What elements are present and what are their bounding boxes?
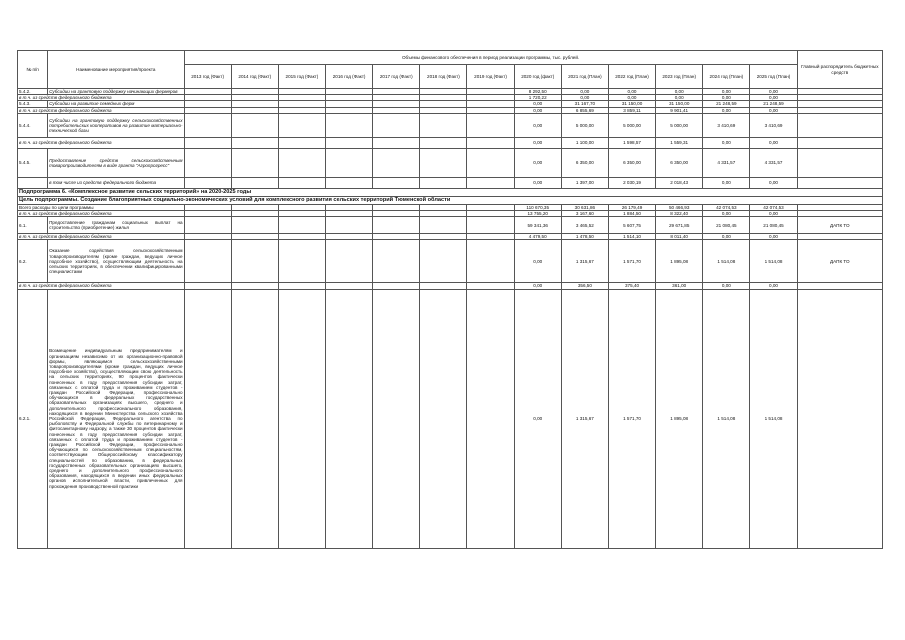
- value-cell: 356,50: [561, 283, 608, 289]
- year-header: 2025 год (План): [750, 65, 797, 89]
- value-cell: [420, 217, 467, 234]
- value-cell: [278, 113, 325, 137]
- row-number: 5.4.3.: [18, 101, 48, 107]
- value-cell: 8 011,40: [656, 234, 703, 240]
- value-cell: 0,00: [514, 113, 561, 137]
- activity-name: в т.ч. из средств федерального бюджета: [18, 137, 185, 148]
- value-cell: 2 030,19: [608, 177, 655, 188]
- manager-cell: ДАПК ТО: [797, 217, 882, 234]
- value-cell: 0,00: [656, 89, 703, 95]
- year-header: 2020 год (факт): [514, 65, 561, 89]
- value-cell: 1 559,31: [656, 137, 703, 148]
- value-cell: 0,00: [703, 95, 750, 101]
- value-cell: 30 631,86: [561, 204, 608, 210]
- value-cell: [278, 177, 325, 188]
- manager-cell: [797, 289, 882, 548]
- year-header: 2014 год (Факт): [231, 65, 278, 89]
- activity-name: в т.ч. из средств федерального бюджета: [18, 95, 185, 101]
- value-cell: [373, 177, 420, 188]
- header-manager: Главный распорядитель бюджетных средств: [797, 51, 882, 89]
- value-cell: 6 350,00: [656, 148, 703, 177]
- value-cell: 0,00: [514, 101, 561, 107]
- value-cell: 1 315,67: [561, 240, 608, 283]
- value-cell: 0,00: [561, 89, 608, 95]
- manager-cell: [797, 177, 882, 188]
- value-cell: [184, 113, 231, 137]
- header-num: № п/п: [18, 51, 48, 89]
- activity-name: в т.ч. из средств федерального бюджета: [18, 107, 185, 113]
- value-cell: 5 000,00: [608, 113, 655, 137]
- activity-name: Предоставление средств сельскохозяйственным товаропроизводителям в виде гранта "Агропрогресс": [48, 148, 184, 177]
- value-cell: 31 150,00: [608, 101, 655, 107]
- value-cell: [467, 137, 514, 148]
- activity-name: Оказание содействия сельскохозяйственным товаропроизводителям (кроме граждан, ведущих личное подсобное хозяйство), осуществляющим деятельность на сельских территориях, в обеспечении квалифицированными специалистами: [48, 240, 184, 283]
- activity-name: в т.ч. из средств федерального бюджета: [18, 211, 185, 217]
- value-cell: 4 331,57: [703, 148, 750, 177]
- value-cell: 375,40: [608, 283, 655, 289]
- value-cell: 0,00: [750, 211, 797, 217]
- table-row: [18, 177, 883, 188]
- row-number: 5.4.4.: [18, 113, 48, 137]
- row-number: 6.1.: [18, 217, 48, 234]
- value-cell: 0,00: [703, 137, 750, 148]
- program-table-page: [17, 50, 883, 549]
- value-cell: 1 720,22: [514, 95, 561, 101]
- row-number: 5.4.5.: [18, 148, 48, 177]
- value-cell: [420, 177, 467, 188]
- value-cell: 29 671,85: [656, 217, 703, 234]
- activity-name: Субсидии на грантовую поддержку сельскохозяйственных потребительских кооперативов на развитие материально-технической базы: [48, 113, 184, 137]
- value-cell: 0,00: [514, 289, 561, 548]
- value-cell: [420, 137, 467, 148]
- value-cell: 0,00: [561, 95, 608, 101]
- value-cell: [326, 240, 373, 283]
- value-cell: 26 179,49: [608, 204, 655, 210]
- value-cell: 1 514,08: [703, 240, 750, 283]
- value-cell: 1 571,70: [608, 240, 655, 283]
- value-cell: 21 080,45: [750, 217, 797, 234]
- value-cell: [278, 217, 325, 234]
- value-cell: 1 514,10: [608, 234, 655, 240]
- value-cell: [231, 240, 278, 283]
- row-number: 5.4.2.: [18, 89, 48, 95]
- value-cell: 1 571,70: [608, 289, 655, 548]
- value-cell: [231, 148, 278, 177]
- value-cell: 1 478,50: [561, 234, 608, 240]
- value-cell: 361,00: [656, 283, 703, 289]
- value-cell: [373, 240, 420, 283]
- value-cell: 0,00: [514, 177, 561, 188]
- value-cell: 0,00: [514, 148, 561, 177]
- activity-name: Предоставление гражданам социальных выплат на строительство (приобретение) жилья: [48, 217, 184, 234]
- value-cell: 6 350,00: [561, 148, 608, 177]
- value-cell: 42 074,53: [703, 204, 750, 210]
- value-cell: 5 607,75: [608, 217, 655, 234]
- value-cell: [184, 177, 231, 188]
- value-cell: 3 859,11: [608, 107, 655, 113]
- value-cell: 5 000,00: [656, 113, 703, 137]
- value-cell: 42 074,53: [750, 204, 797, 210]
- value-cell: [326, 177, 373, 188]
- section-title-row: [18, 188, 883, 196]
- value-cell: 31 167,70: [561, 101, 608, 107]
- value-cell: 0,00: [608, 89, 655, 95]
- year-header: 2024 год (План): [703, 65, 750, 89]
- header-name: Наименование мероприятия/проекта: [48, 51, 184, 89]
- value-cell: 0,00: [750, 234, 797, 240]
- value-cell: 13 755,20: [514, 211, 561, 217]
- year-header: 2022 год (План): [608, 65, 655, 89]
- activity-name: Субсидии на грантовую поддержку начинающих фермеров: [48, 89, 184, 95]
- value-cell: [467, 177, 514, 188]
- value-cell: [326, 148, 373, 177]
- value-cell: 59 341,36: [514, 217, 561, 234]
- value-cell: 1 895,08: [656, 240, 703, 283]
- value-cell: [467, 113, 514, 137]
- value-cell: 0,00: [750, 95, 797, 101]
- value-cell: [184, 148, 231, 177]
- value-cell: 1 514,08: [703, 289, 750, 548]
- value-cell: 0,00: [703, 283, 750, 289]
- value-cell: 2 018,43: [656, 177, 703, 188]
- value-cell: 3 410,69: [750, 113, 797, 137]
- header-volume: Объемы финансового обеспечения в период реализации программы, тыс. рублей.: [184, 51, 797, 65]
- year-header: 2016 год (Факт): [326, 65, 373, 89]
- value-cell: 4 479,50: [514, 234, 561, 240]
- manager-cell: [797, 113, 882, 137]
- value-cell: 1 100,00: [561, 137, 608, 148]
- value-cell: 0,00: [608, 95, 655, 101]
- value-cell: [231, 177, 278, 188]
- year-header: 2013 год (Факт): [184, 65, 231, 89]
- value-cell: 0,00: [703, 211, 750, 217]
- value-cell: [420, 289, 467, 548]
- value-cell: [420, 113, 467, 137]
- value-cell: 0,00: [750, 137, 797, 148]
- value-cell: [373, 137, 420, 148]
- value-cell: 0,00: [514, 107, 561, 113]
- value-cell: [184, 240, 231, 283]
- value-cell: 21 248,59: [703, 101, 750, 107]
- value-cell: 50 466,93: [656, 204, 703, 210]
- value-cell: [231, 217, 278, 234]
- row-number: 6.2.: [18, 240, 48, 283]
- year-header: 2017 год (Факт): [373, 65, 420, 89]
- value-cell: [373, 148, 420, 177]
- value-cell: 1 598,57: [608, 137, 655, 148]
- value-cell: 0,00: [703, 89, 750, 95]
- value-cell: 4 331,57: [750, 148, 797, 177]
- value-cell: 1 397,00: [561, 177, 608, 188]
- value-cell: [326, 217, 373, 234]
- activity-name: в т.ч. из средств федерального бюджета: [18, 283, 185, 289]
- value-cell: 6 855,69: [561, 107, 608, 113]
- value-cell: [278, 137, 325, 148]
- value-cell: [420, 240, 467, 283]
- value-cell: [231, 289, 278, 548]
- value-cell: 1 315,67: [561, 289, 608, 548]
- table-row: [18, 137, 883, 148]
- value-cell: 1 884,50: [608, 211, 655, 217]
- activity-name: в т.ч. из средств федерального бюджета: [18, 234, 185, 240]
- value-cell: 5 000,00: [561, 113, 608, 137]
- value-cell: 110 670,35: [514, 204, 561, 210]
- manager-cell: ДАПК ТО: [797, 240, 882, 283]
- section-title: Цель подпрограммы. Создание благоприятных социально-экономических условий для комплексного развития сельских территорий Тюменской области: [18, 196, 883, 204]
- activity-name: Всего расходы по цели программы: [18, 204, 185, 210]
- value-cell: 6 350,00: [608, 148, 655, 177]
- value-cell: 1 514,08: [750, 240, 797, 283]
- value-cell: [231, 137, 278, 148]
- activity-name: Субсидии на развитие семейных ферм: [48, 101, 184, 107]
- value-cell: 0,00: [514, 137, 561, 148]
- value-cell: 0,00: [703, 107, 750, 113]
- table-row: [18, 240, 883, 283]
- year-header: 2023 год (План): [656, 65, 703, 89]
- value-cell: [278, 240, 325, 283]
- value-cell: 9 901,41: [656, 107, 703, 113]
- value-cell: [467, 148, 514, 177]
- value-cell: 0,00: [750, 89, 797, 95]
- value-cell: [184, 289, 231, 548]
- value-cell: [467, 240, 514, 283]
- table-row: [18, 148, 883, 177]
- row-number: 6.2.1.: [18, 289, 48, 548]
- year-header: 2015 год (Факт): [278, 65, 325, 89]
- value-cell: 0,00: [750, 107, 797, 113]
- table-row: [18, 289, 883, 548]
- value-cell: [184, 217, 231, 234]
- row-number-empty: [18, 177, 48, 188]
- value-cell: 3 465,52: [561, 217, 608, 234]
- value-cell: [467, 217, 514, 234]
- value-cell: [184, 137, 231, 148]
- value-cell: [326, 137, 373, 148]
- value-cell: 8 322,40: [656, 211, 703, 217]
- value-cell: [278, 148, 325, 177]
- section-title: Подпрограмма 6. «Комплексное развитие сельских территорий» на 2020-2025 годы: [18, 188, 883, 196]
- value-cell: 1 514,08: [750, 289, 797, 548]
- table-row: [18, 113, 883, 137]
- value-cell: [467, 289, 514, 548]
- activity-name: Возмещение индивидуальным предпринимателям и организациям независимо от их организационно-правовой формы, являющимся сельскохозяйственными товаропроизводителями (кроме граждан, ведущих личное подсобное хозяйство), осуществляющим свою деятельность на сельских территориях, 90 процентов фактически понесенных в году предоставления субсидии затрат, связанных с оплатой труда и проживанием студентов - граждан Российской Федерации, профессионально обучающихся в федеральных государственных образовательных организациях высшего, среднего и дополнительного профессионального образования, находящихся в ведении Министерства сельского хозяйства Российской Федерации, Федерального агентства по рыболовству и Федеральной службы по ветеринарному и фитосанитарному надзору, а также 30 процентов фактически понесенных в году предоставления субсидии затрат, связанных с оплатой труда и проживанием студентов - граждан Российской Федерации, профессионально обучающихся по сельскохозяйственным специальностям, соответствующим Общероссийскому классификатору специальностей по образованию, в федеральных государственных образовательных организациях высшего, среднего и дополнительного профессионального образования, находящихся в ведении иных федеральных органов исполнительной власти, привлеченных для прохождения производственной практики: [48, 289, 184, 548]
- value-cell: 0,00: [703, 234, 750, 240]
- value-cell: 21 080,45: [703, 217, 750, 234]
- value-cell: [326, 289, 373, 548]
- value-cell: 21 248,59: [750, 101, 797, 107]
- value-cell: [373, 289, 420, 548]
- value-cell: 0,00: [703, 177, 750, 188]
- value-cell: 1 895,08: [656, 289, 703, 548]
- table-row: [18, 217, 883, 234]
- value-cell: [420, 148, 467, 177]
- year-header: 2018 год (Факт): [420, 65, 467, 89]
- value-cell: 8 292,50: [514, 89, 561, 95]
- value-cell: 0,00: [750, 283, 797, 289]
- value-cell: 3 167,60: [561, 211, 608, 217]
- value-cell: 0,00: [514, 240, 561, 283]
- financing-table: [17, 50, 883, 549]
- value-cell: [373, 113, 420, 137]
- value-cell: [231, 113, 278, 137]
- manager-cell: [797, 148, 882, 177]
- value-cell: 31 150,00: [656, 101, 703, 107]
- year-header: 2021 год (План): [561, 65, 608, 89]
- section-title-row: [18, 196, 883, 204]
- manager-cell: [797, 137, 882, 148]
- value-cell: 3 410,69: [703, 113, 750, 137]
- value-cell: [278, 289, 325, 548]
- value-cell: 0,00: [656, 95, 703, 101]
- value-cell: [373, 217, 420, 234]
- value-cell: 0,00: [750, 177, 797, 188]
- value-cell: [326, 113, 373, 137]
- activity-name: в том числе из средств федерального бюджета: [48, 177, 184, 188]
- value-cell: 0,00: [514, 283, 561, 289]
- year-header: 2019 год (Факт): [467, 65, 514, 89]
